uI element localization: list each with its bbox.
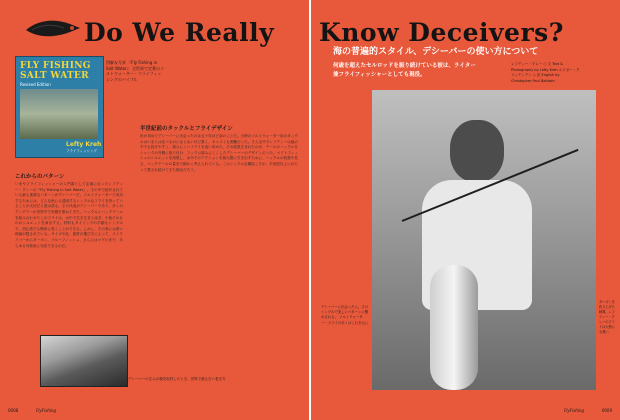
section-heading-tackle: 半世紀前のタックルとフライデザイン <box>140 126 233 132</box>
book-cover <box>15 56 104 158</box>
headline-right: Know Deceivers? <box>319 18 564 47</box>
bottom-photo-caption: デシーバーの生みの親を取材したとき、世界で最も古い巻き方 <box>128 377 226 381</box>
main-photo-fish <box>430 265 478 390</box>
book-cover-photo <box>20 89 98 139</box>
bottom-photo-angler <box>40 335 128 387</box>
page-number-right: 0009 <box>601 408 612 413</box>
page-number-left: 0008 <box>8 408 19 413</box>
section-heading-patterns: これからのパターン <box>15 174 65 180</box>
body-text-left: いまやフライフィッシャーの入門書として定番になったレフティー・クレーの『Fly Fishing in Salt Water』。その中で紹介されている最も重要なパターンがデシーバーだ。ソルトウォーターで成功するためには、どんな魚にも通用するシンプルなフライを持っていることが大切だと彼は語る。その代表がデシーバーであり、多くのアングラーが世界中で実績を重ねてきた。ハックルとバックテールを組み合わせたこのフライは、水中で生き生きと泳ぎ、小魚そのもののシルエットを演出する。材料もタイイングの手順もシンプルで、初心者でも簡単に巻くことができる。しかし、その奥には深い理論が隠されている。サイズや色、素材の選び方によって、ストライパーからターポン、ブルーフィッシュ、さらにはマグロまで、あらゆる対象魚に対応できるのだ。 <box>15 182 123 248</box>
book-author: Lefty Kreh <box>66 141 102 148</box>
right-side-caption-left: デシーバーに出会ったら、そのシンプルで美しいパターンに驚かされる。 ソルトウォーター・フライの多くはこれを元に <box>321 305 369 325</box>
main-photo-angler-head <box>450 120 504 182</box>
right-side-caption-right: ターポンを釣り上げた瞬間。レフティー・クレーのフライは大物にも強い <box>599 300 615 334</box>
headline-left: Do We Really <box>84 18 275 47</box>
magazine-name-right: FlyFishing <box>564 408 584 413</box>
book-author-sub: フライフィッシング <box>66 149 97 153</box>
book-caption: 図解＆写真 『Fly Fishing in Salt Water』 全世界で定番のソルトウォーター・フライフィッシングのバイブル <box>106 60 164 82</box>
article-credits: レフティー・クレー ○ 文 Text & Photography by Lefty Kreh エドガー・クリッテンデン ○ 訳 English by Christopher Paul Baldwin <box>511 62 580 83</box>
main-photo-tarpon <box>372 90 596 390</box>
left-page <box>0 0 309 420</box>
article-subtitle: 海の普遍的スタイル、デシーバーの使い方について <box>333 47 539 57</box>
body-text-center: 私が初めてデシーバーに出会ったのは五十年ほど前のことだ。当時のソルトウォーター用のタックルはいまとは比べものにならないほど重く、キャストも困難だった。そんな中でレフティーは風の中でも投げやすく、絡みにくいフライを追い求めた。その結果生まれたのが、テールのハックルをシャンクの外側に取り付け、フックに絡みにくくしたデシーバーのデザインだった。ベイトフィッシュのシルエットを再現し、水中でのアクションを最大限に引き出すために、ハックルの枚数や長さ、バックテールの量まで細かく考えられている。このシンプルな構造こそが、半世紀以上にわたって愛され続けてきた理由だろう。 <box>140 134 298 172</box>
fly-lure-icon <box>24 14 82 44</box>
book-subtitle: Revised Edition <box>20 82 51 87</box>
book-title-line1: FLY FISHING <box>20 61 91 71</box>
book-title-line2: SALT WATER <box>20 71 89 81</box>
article-lead: 何歳を超えたセルロッドを振り続けている彼は、ライター兼フライフィッシャーとしても現役。 <box>333 63 476 78</box>
right-page <box>311 0 620 420</box>
magazine-name-left: FlyFishing <box>36 408 56 413</box>
